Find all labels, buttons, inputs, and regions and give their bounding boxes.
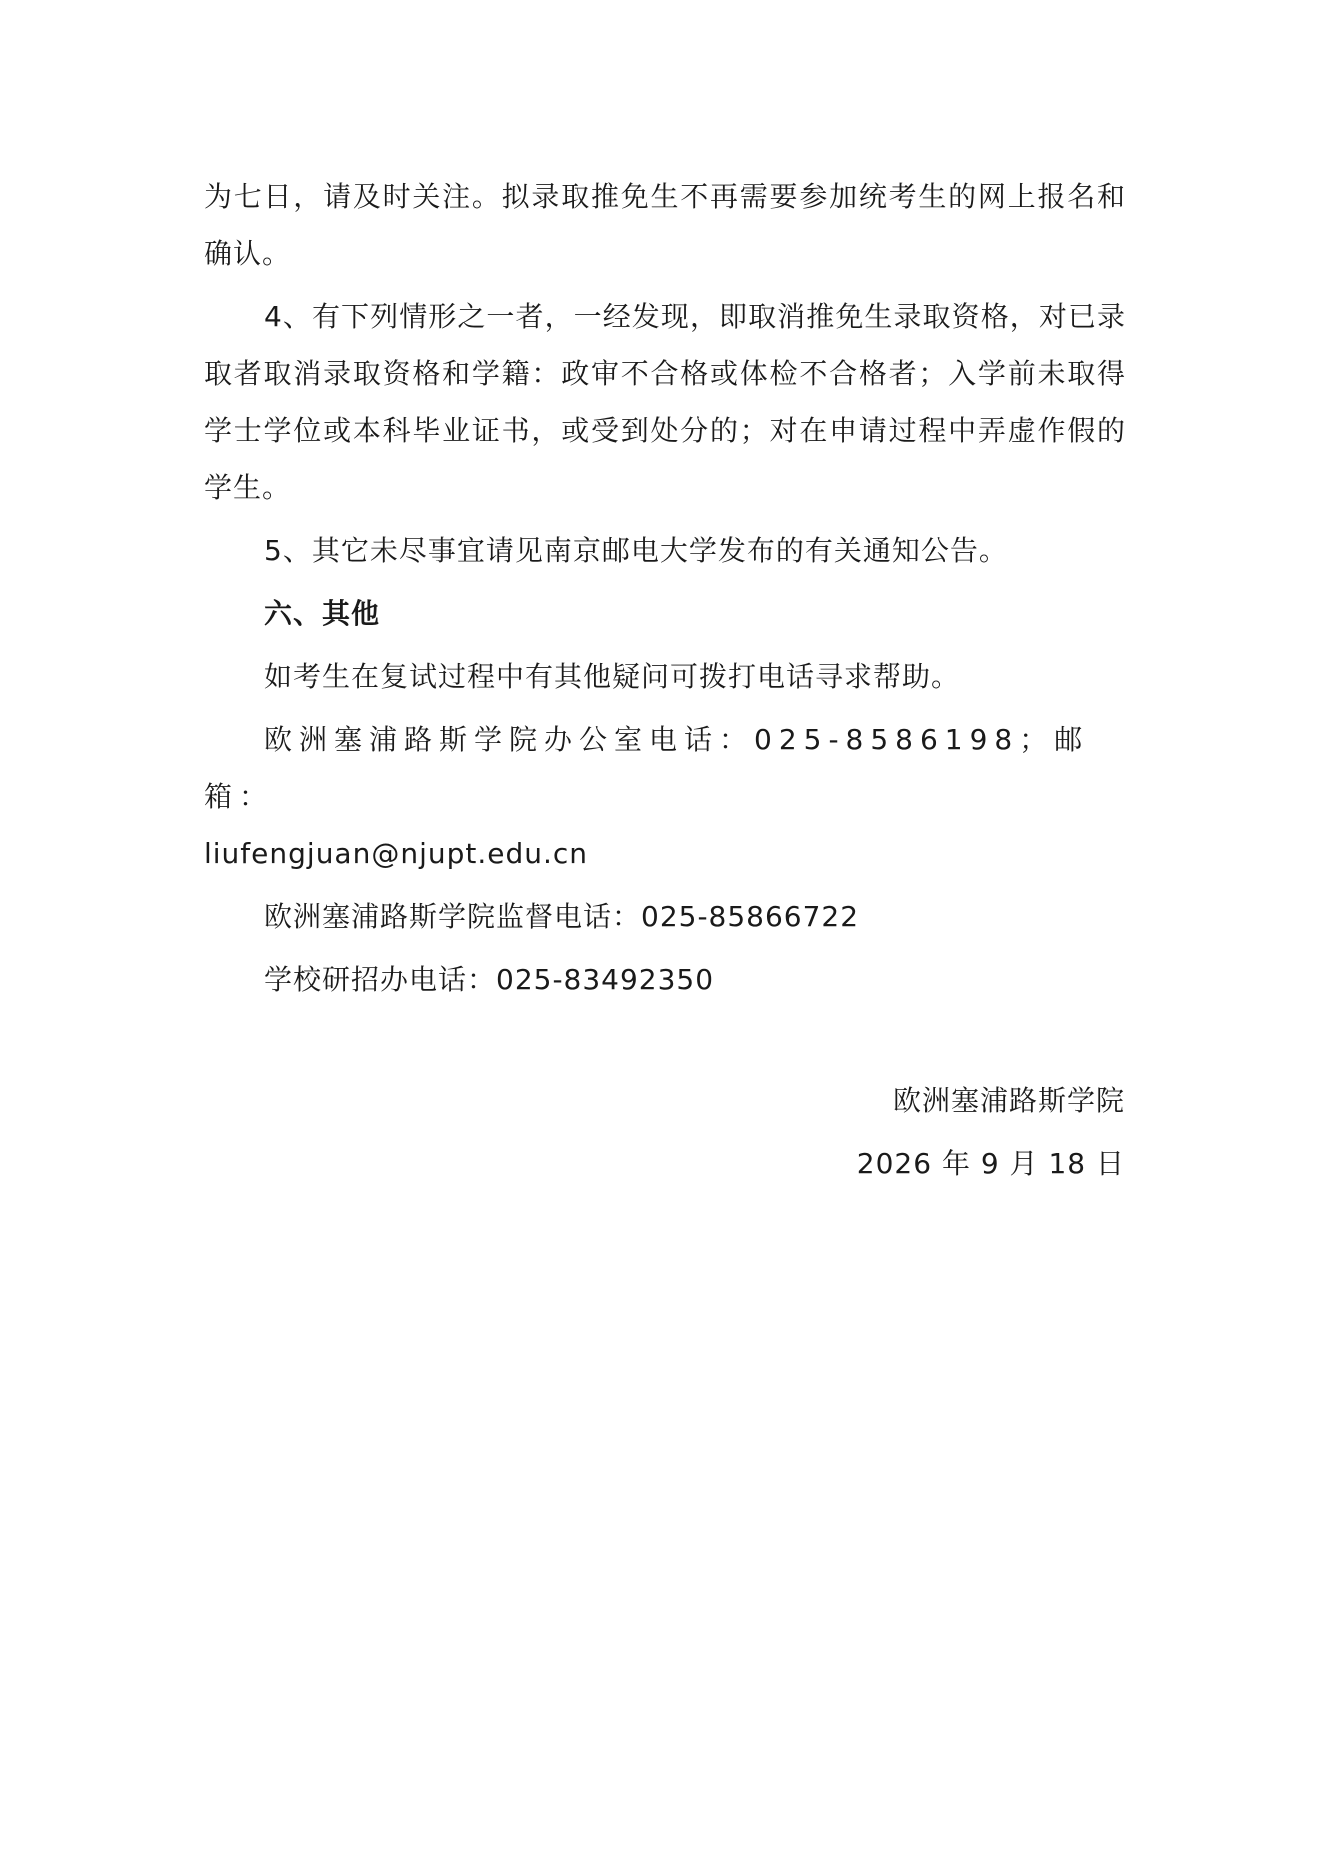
office-email-link[interactable]: liufengjuan@njupt.edu.cn [204, 837, 589, 870]
office-phone-text: 欧洲塞浦路斯学院办公室电话：025-8586198；邮箱： [204, 723, 1090, 813]
paragraph-item-5: 5、其它未尽事宜请见南京邮电大学发布的有关通知公告。 [264, 534, 1008, 567]
signature-date: 2026 年 9 月 18 日 [856, 1147, 1125, 1180]
document-body [204, 168, 1126, 1014]
paragraph-item-4: 4、有下列情形之一者，一经发现，即取消推免生录取资格，对已录取者取消录取资格和学籍：政审不合格或体检不合格者；入学前未取得学士学位或本科毕业证书，或受到处分的；对在申请过程中弄虚作假的学生。 [204, 300, 1126, 504]
supervision-phone-line: 欧洲塞浦路斯学院监督电话：025-85866722 [264, 900, 860, 933]
help-intro-text: 如考生在复试过程中有其他疑问可拨打电话寻求帮助。 [264, 660, 961, 693]
admissions-phone-line: 学校研招办电话：025-83492350 [264, 963, 715, 996]
office-email-line [204, 825, 1126, 882]
section-heading-other: 六、其他 [264, 597, 381, 630]
signature-block [857, 1072, 1125, 1198]
office-contact-line [204, 711, 1126, 825]
signature-organization: 欧洲塞浦路斯学院 [892, 1084, 1125, 1117]
paragraph-continued: 为七日，请及时关注。拟录取推免生不再需要参加统考生的网上报名和确认。 [204, 180, 1126, 270]
